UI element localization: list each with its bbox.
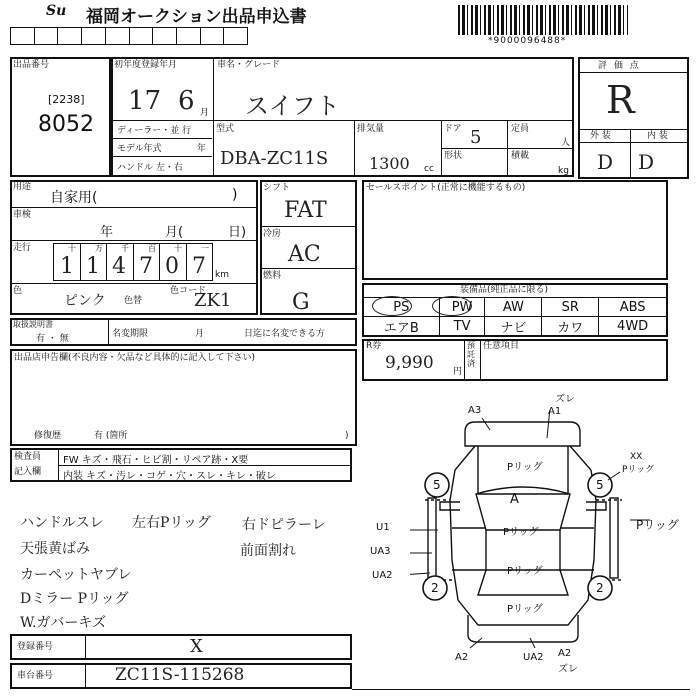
inspection-day-unit: 日) xyxy=(228,225,247,240)
plate-label: 登録番号 xyxy=(17,642,54,652)
documents-label: 取扱説明書 xyxy=(13,320,53,329)
wheel-number: 5 xyxy=(433,478,441,492)
registration-month-unit: 月 xyxy=(200,108,210,118)
barcode xyxy=(458,5,628,35)
mileage-unit-label: 百 xyxy=(148,244,156,253)
mileage-digit: 1 xyxy=(60,254,74,279)
sales-point-label: セールスポイント(正常に機能するもの) xyxy=(366,183,526,193)
wheel-number: 5 xyxy=(596,478,604,492)
color-change-label: 色替 xyxy=(124,296,143,306)
form-title: 福岡オークション出品申込書 xyxy=(86,7,307,27)
repair-label: 修復歴 xyxy=(34,431,62,441)
damage-mark: XX xyxy=(630,452,643,462)
mileage-digit: 4 xyxy=(112,254,126,279)
ac-label: 冷房 xyxy=(263,229,282,239)
damage-mark: UA2 xyxy=(523,652,544,663)
name-change-note: 日迄に名変できる方 xyxy=(244,329,326,339)
main-info-box xyxy=(111,57,574,177)
mileage-unit-label: 一 xyxy=(201,244,209,253)
wheel-number: 2 xyxy=(431,581,439,595)
registration-label: 初年度登録年月 xyxy=(114,60,178,70)
mileage-digit: 7 xyxy=(192,254,206,279)
dealer-label: ディーラー・並 行 xyxy=(117,126,192,136)
note-line-right: 右ドピラーレ xyxy=(242,517,326,533)
mileage-unit: km xyxy=(215,270,229,280)
damage-mark: U1 xyxy=(376,522,390,533)
color-value: ピンク xyxy=(64,293,106,309)
damage-mark: A2 xyxy=(455,652,469,663)
damage-mark: A xyxy=(510,492,519,507)
pw-circle xyxy=(432,296,472,316)
interior-label: 内 装 xyxy=(647,131,668,141)
mileage-unit-label: 千 xyxy=(121,244,129,253)
car-name: スイフト xyxy=(245,92,340,120)
load-unit: kg xyxy=(558,166,569,176)
recycle-deposit-label: 預託済 xyxy=(467,341,475,368)
equip-4wd: 4WD xyxy=(599,317,667,337)
recycle-unit: 円 xyxy=(453,367,463,377)
shift-label: シフト xyxy=(263,183,291,193)
inspection-label: 車検 xyxy=(13,210,32,220)
car-name-label: 車名・グレード xyxy=(217,60,281,70)
name-change-month: 月 xyxy=(195,329,205,339)
remarks-label: 出品店申告欄(不良内容・欠品など具体的に記入して下さい) xyxy=(14,353,256,363)
recycle-optional-label: 任意項目 xyxy=(483,341,520,351)
car-model: DBA-ZC11S xyxy=(220,148,329,169)
displacement: 1300 xyxy=(369,154,410,173)
inspector-label-1: 検査員 xyxy=(14,452,42,462)
id-boxes xyxy=(10,27,248,45)
damage-mark: A2 xyxy=(558,648,572,659)
damage-mark: Pリッグ xyxy=(507,566,543,577)
model-year-unit: 年 xyxy=(197,144,207,154)
damage-mark: Pリッグ xyxy=(507,604,543,615)
note-line: 天張黄ばみ xyxy=(20,541,90,557)
inspector-label-2: 記入欄 xyxy=(14,467,42,477)
note-line: カーペットヤブレ xyxy=(20,567,132,583)
chassis-value: ZC11S-115268 xyxy=(115,665,245,685)
mileage-digit: 7 xyxy=(139,254,153,279)
inspection-year-unit: 年 xyxy=(100,225,114,240)
equipment-label: 装備品(純正品に限る) xyxy=(460,285,549,295)
equip-leather: カワ xyxy=(542,317,599,337)
documents-yes-no: 有 ・ 無 xyxy=(36,334,69,344)
exterior-grade: D xyxy=(597,150,614,174)
equip-tv: TV xyxy=(439,317,485,337)
damage-mark: UA2 xyxy=(372,570,393,581)
damage-mark: A3 xyxy=(468,405,482,416)
color-code: ZK1 xyxy=(194,290,232,311)
chassis-label: 車台番号 xyxy=(17,671,54,681)
inspection-month-unit: 月( xyxy=(165,225,184,240)
ac-value: AC xyxy=(288,242,321,267)
note-line: W.ガバーキズ xyxy=(20,615,107,631)
equip-pw: PW xyxy=(439,298,485,317)
wheel-number: 2 xyxy=(596,581,604,595)
damage-mark: Pリッグ xyxy=(507,462,543,473)
damage-mark: Pリッグ xyxy=(636,518,679,532)
equip-ps: PS xyxy=(364,298,440,317)
recycle-value: 9,990 xyxy=(385,353,434,373)
model-year-label: モデル年式 xyxy=(117,144,162,154)
lot-ref: [2238] xyxy=(48,93,85,106)
repair-value: 有 (箇所 xyxy=(94,431,128,441)
equip-navi: ナビ xyxy=(485,317,542,337)
note-line: ハンドルスレ xyxy=(20,515,104,531)
mileage-digit: 1 xyxy=(86,254,100,279)
damage-mark: UA3 xyxy=(370,546,391,557)
inspector-row-1: FW キズ・飛石・ヒビ割・リペア跡・X要 xyxy=(63,455,249,466)
registration-year: 17 xyxy=(128,86,162,116)
displacement-label: 排気量 xyxy=(357,124,385,134)
listing-number-label: 出品番号 xyxy=(13,60,50,70)
mileage-unit-label: 万 xyxy=(95,244,103,253)
damage-mark: Pリッグ xyxy=(503,527,539,538)
grade-value: R xyxy=(606,78,635,122)
remarks-box xyxy=(10,349,357,446)
doors: 5 xyxy=(470,127,482,148)
fuel-value: G xyxy=(292,290,310,315)
plate-value: X xyxy=(190,636,203,657)
registration-month: 6 xyxy=(178,86,195,116)
fuel-label: 燃料 xyxy=(263,271,282,281)
sales-point-box xyxy=(362,180,668,280)
equip-abs: ABS xyxy=(599,298,667,317)
barcode-text: *9000096488* xyxy=(488,36,567,46)
mileage-unit-label: 十 xyxy=(68,244,76,253)
plate-box xyxy=(10,634,352,660)
mileage-label: 走行 xyxy=(13,243,32,253)
doors-label: ドア xyxy=(444,124,462,134)
note-line: Dミラー Pリッグ xyxy=(20,591,129,607)
damage-mark: Pリッグ xyxy=(622,465,655,475)
car-diagram xyxy=(410,410,690,660)
grade-label: 評 価 点 xyxy=(598,61,641,71)
name-change-label: 名変期限 xyxy=(112,329,149,339)
equip-sr: SR xyxy=(542,298,599,317)
damage-mark: ズレ xyxy=(558,664,578,675)
capacity-label: 定員 xyxy=(511,124,530,134)
ps-circle xyxy=(372,296,412,316)
usage-close: ) xyxy=(232,187,238,203)
interior-grade: D xyxy=(638,150,655,174)
shape-label: 形状 xyxy=(444,151,463,161)
damage-mark: A1 xyxy=(548,406,562,417)
displacement-unit: cc xyxy=(424,164,434,174)
model-label: 型式 xyxy=(216,124,235,134)
mileage-unit-label: 十 xyxy=(174,244,182,253)
equip-airbag: エアB xyxy=(364,317,440,337)
note-line-right: 前面割れ xyxy=(240,543,296,559)
header-logo: Su xyxy=(46,3,67,19)
usage-label: 用途 xyxy=(13,182,32,192)
handle-label: ハンドル 左・右 xyxy=(117,163,183,173)
equip-aw: AW xyxy=(485,298,542,317)
mileage-digit: 0 xyxy=(165,254,179,279)
color-code-label: 色コード xyxy=(170,286,207,296)
repair-close: ) xyxy=(345,431,349,441)
recycle-label: R券 xyxy=(366,341,382,351)
usage-value: 自家用( xyxy=(50,190,98,206)
damage-mark: ズレ xyxy=(555,394,575,405)
exterior-label: 外 装 xyxy=(590,131,611,141)
capacity-unit: 人 xyxy=(561,138,571,148)
note-line-right: 左右Pリッグ xyxy=(132,515,211,531)
color-label: 色 xyxy=(13,286,23,296)
shift-value: FAT xyxy=(284,198,327,223)
inspector-row-2: 内装 キズ・汚レ・コゲ・穴・スレ・キレ・破レ xyxy=(63,471,276,482)
load-label: 積載 xyxy=(511,151,530,161)
listing-number: 8052 xyxy=(38,112,94,137)
